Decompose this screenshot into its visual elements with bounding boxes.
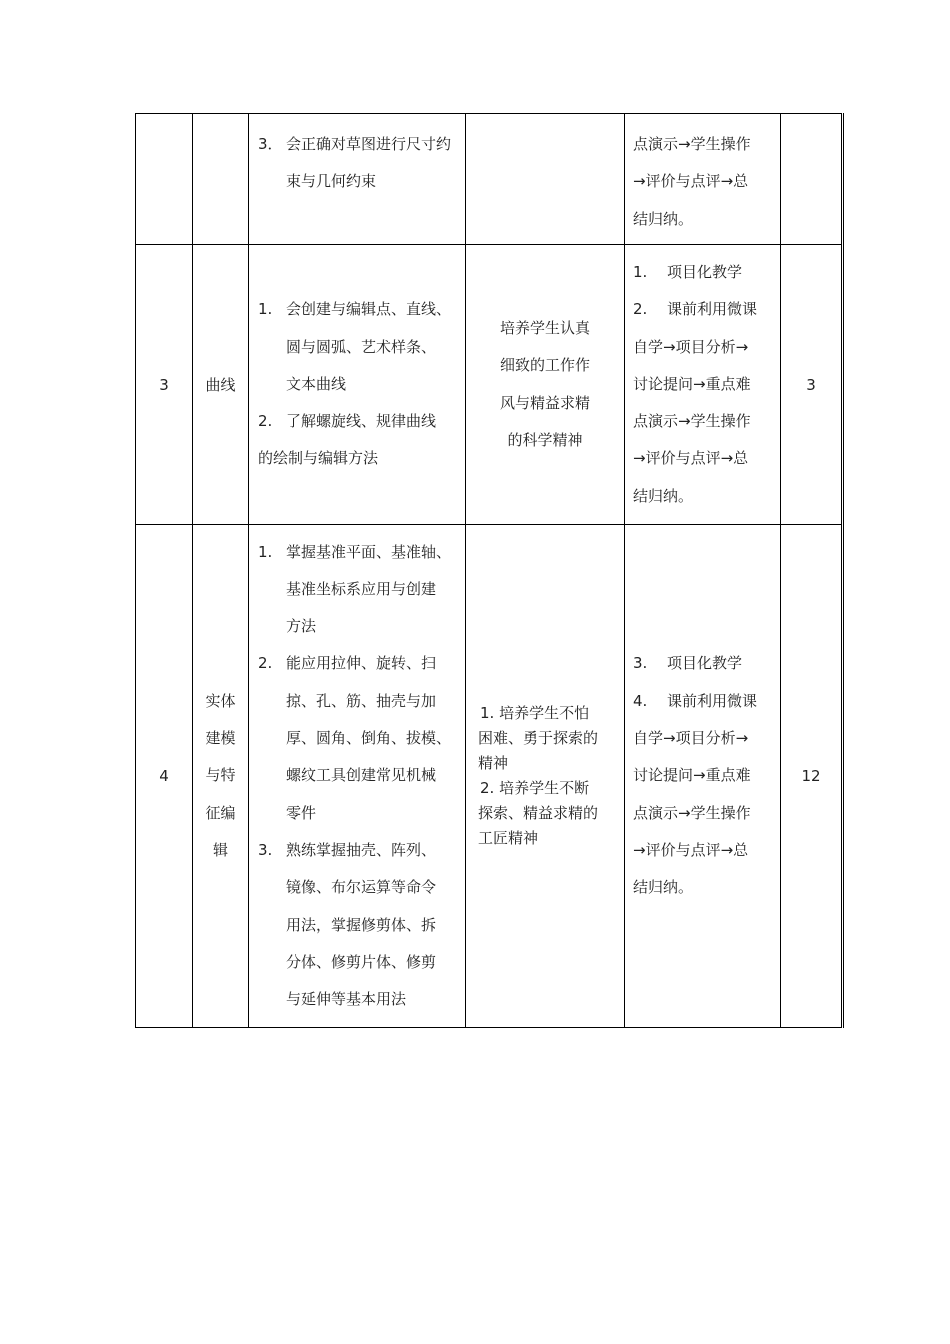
cell-ideology: 培养学生认真 细致的工作作 风与精益求精 的科学精神: [466, 245, 625, 525]
cell-number: 3: [136, 245, 193, 525]
list-item: 3. 熟练掌握抽壳、阵列、 镜像、布尔运算等命令 用法，掌握修剪体、拆 分体、修剪片体、修剪 与延伸等基本用法: [258, 840, 437, 1009]
cell-methods: 1. 项目化教学 2. 课前利用微课 自学→项目分析→ 讨论提问→重点难 点演示→学生操作 →评价与点评→总 结归纳。: [625, 245, 781, 525]
cell-methods: 3. 项目化教学 4. 课前利用微课 自学→项目分析→ 讨论提问→重点难 点演示→学生操作 →评价与点评→总 结归纳。: [625, 525, 781, 1028]
table-row: [136, 245, 843, 525]
list-item: 1. 项目化教学: [633, 262, 743, 281]
list-item: 2. 能应用拉伸、旋转、扫 掠、孔、筋、抽壳与加 厚、圆角、倒角、拔模、 螺纹工具创建常见机械 零件: [258, 654, 452, 822]
list-item: 1. 掌握基准平面、基准轴、 基准坐标系应用与创建 方法: [258, 542, 452, 636]
cell-hours: [781, 114, 843, 245]
cell-goals: [249, 245, 466, 525]
cell-name: 实体 建模 与特 征编 辑: [193, 525, 249, 1028]
syllabus-table: [135, 113, 844, 1028]
cell-number: [136, 114, 193, 245]
cell-goals: [249, 525, 466, 1028]
cell-ideology: [466, 114, 625, 245]
table-row: [136, 525, 843, 1028]
list-item: 2. 课前利用微课: [633, 300, 758, 319]
list-item: 1. 会创建与编辑点、直线、 圆与圆弧、艺术样条、 文本曲线: [258, 300, 452, 393]
cell-methods: 点演示→学生操作 →评价与点评→总 结归纳。: [625, 114, 781, 245]
cell-hours: 3: [781, 245, 843, 525]
cell-name: [193, 114, 249, 245]
list-item: 2. 了解螺旋线、规律曲线 的绘制与编辑方法: [258, 412, 437, 468]
cell-name: 曲线: [193, 245, 249, 525]
list-item: 3． 会正确对草图进行尺寸约束与几何约束: [258, 135, 452, 191]
table-row: [136, 114, 843, 245]
cell-hours: 12: [781, 525, 843, 1028]
cell-goals: [249, 114, 466, 245]
list-item: 3. 项目化教学: [633, 654, 743, 673]
cell-number: 4: [136, 525, 193, 1028]
cell-ideology: 1. 培养学生不怕 困难、勇于探索的 精神 2. 培养学生不断 探索、精益求精的 工匠精神: [466, 525, 625, 1028]
list-item: 4. 课前利用微课: [633, 691, 758, 710]
